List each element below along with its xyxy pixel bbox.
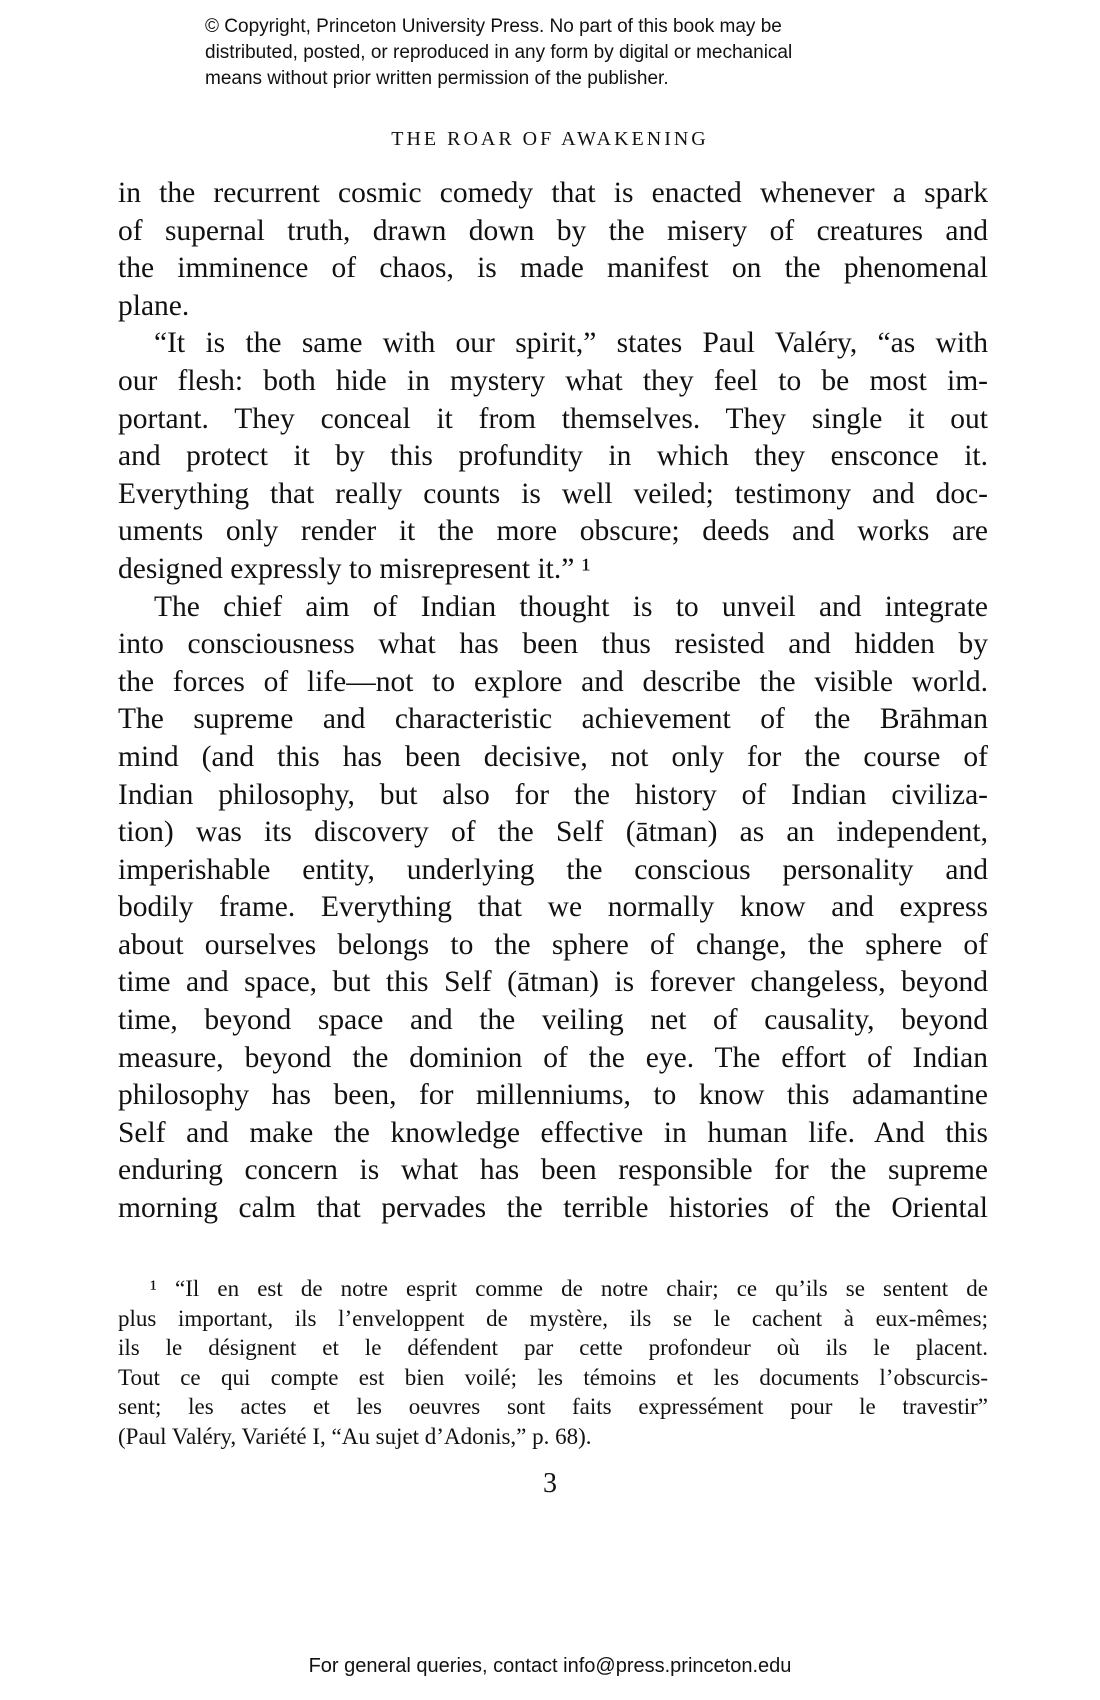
body-line: measure, beyond the dominion of the eye. The effort of Indian	[118, 1041, 988, 1074]
body-line: into consciousness what has been thus resisted and hidden by	[118, 628, 988, 661]
footnote-line: (Paul Valéry, Variété I, “Au sujet d’Adonis,” p. 68).	[118, 1423, 592, 1449]
body-line: about ourselves belongs to the sphere of change, the sphere of	[118, 928, 988, 961]
body-line: mind (and this has been decisive, not only for the course of	[118, 740, 988, 773]
body-line: in the recurrent cosmic comedy that is enacted whenever a spark	[118, 177, 988, 209]
footnote-line: sent; les actes et les oeuvres sont faits expressément pour le travestir”	[118, 1394, 988, 1420]
copyright-line: means without prior written permission of the publisher.	[205, 68, 669, 89]
copyright-line: © Copyright, Princeton University Press. No part of this book may be	[205, 16, 782, 37]
body-text	[118, 175, 988, 1228]
footnote	[118, 1274, 988, 1452]
body-line: tion) was its discovery of the Self (ātman) as an independent,	[118, 816, 988, 849]
body-line: Everything that really counts is well veiled; testimony and doc-	[118, 477, 988, 510]
body-line: enduring concern is what has been responsible for the supreme	[118, 1154, 988, 1187]
body-line: time and space, but this Self (ātman) is forever changeless, beyond	[118, 966, 988, 999]
body-line: bodily frame. Everything that we normally know and express	[118, 891, 988, 924]
running-head: THE ROAR OF AWAKENING	[391, 128, 709, 150]
body-line: Self and make the knowledge effective in human life. And this	[118, 1116, 988, 1149]
footnote-line: ¹ “Il en est de notre esprit comme de notre chair; ce qu’ils se sentent de	[150, 1276, 988, 1301]
body-line: plane.	[118, 289, 190, 322]
body-line: and protect it by this profundity in which they ensconce it.	[118, 440, 988, 473]
body-line: philosophy has been, for millenniums, to know this adamantine	[118, 1079, 988, 1112]
footnote-line: Tout ce qui compte est bien voilé; les témoins et les documents l’obscurcis-	[118, 1364, 988, 1390]
footnote-line: ils le désignent et le défendent par cette profondeur où ils le placent.	[118, 1335, 988, 1361]
body-line: morning calm that pervades the terrible histories of the Oriental	[118, 1192, 988, 1225]
body-line: the imminence of chaos, is made manifest on the phenomenal	[118, 252, 988, 285]
body-line: The chief aim of Indian thought is to unveil and integrate	[154, 590, 988, 623]
body-line: designed expressly to misrepresent it.” ¹	[118, 552, 591, 585]
body-line: The supreme and characteristic achievement of the Brāhman	[118, 703, 988, 736]
body-line: our flesh: both hide in mystery what they feel to be most im-	[118, 364, 988, 397]
copyright-notice	[205, 14, 925, 92]
body-line: time, beyond space and the veiling net of causality, beyond	[118, 1004, 988, 1037]
body-line: imperishable entity, underlying the conscious personality and	[118, 853, 988, 886]
body-line: Indian philosophy, but also for the history of Indian civiliza-	[118, 778, 988, 811]
footnote-line: plus important, ils l’enveloppent de mystère, ils se le cachent à eux-mêmes;	[118, 1305, 988, 1331]
body-line: portant. They conceal it from themselves. They single it out	[118, 402, 988, 435]
body-line: the forces of life—not to explore and describe the visible world.	[118, 665, 988, 698]
body-line: of supernal truth, drawn down by the misery of creatures and	[118, 214, 988, 247]
body-line: uments only render it the more obscure; deeds and works are	[118, 515, 988, 548]
contact-line: For general queries, contact info@press.princeton.edu	[308, 1655, 792, 1677]
copyright-line: distributed, posted, or reproduced in any form by digital or mechanical	[205, 42, 793, 63]
page-number: 3	[543, 1468, 557, 1499]
body-line: “It is the same with our spirit,” states Paul Valéry, “as with	[154, 327, 988, 360]
